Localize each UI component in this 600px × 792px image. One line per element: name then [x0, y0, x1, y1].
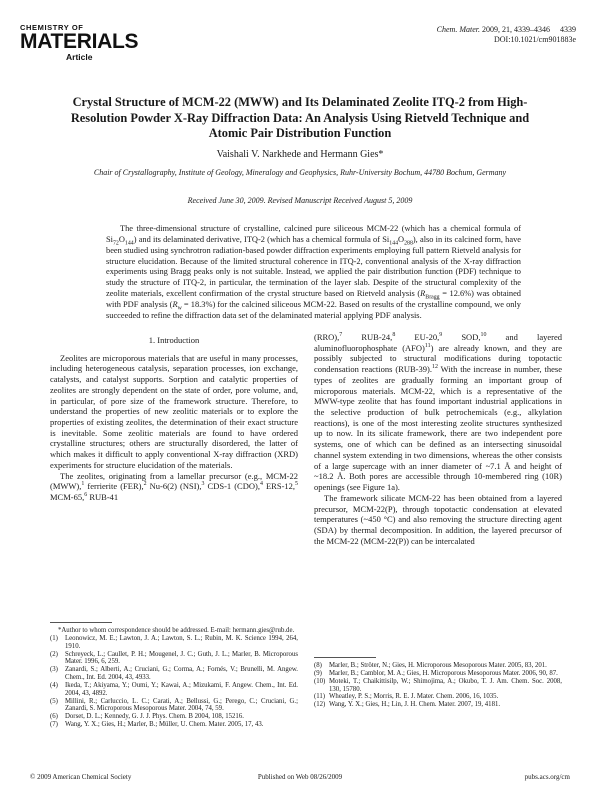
reference-item: (6) Dorset, D. L.; Kennedy, G. J. J. Phys. Chem. B 2004, 108, 15216. [50, 713, 244, 721]
reference-item: (12) Wang, Y. X.; Gies, H.; Lin, J. H. Chem. Mater. 2007, 19, 4181. [314, 701, 501, 709]
right-column [314, 332, 562, 546]
abstract: The three-dimensional structure of crystalline, calcined pure siliceous MCM-22 (which has a chemical formula of $Si_{72}O_{144}$) and its delaminated derivative, ITQ-2 (which has a chemical formula of $Si_{144}O_{288}$), also in its calcined form, have been studied using synchrotron radiation-based powder diffraction experiments employing full pattern Rietveld analysis for structure elucidation. Because of the limited structural coherence in ITQ-2, conventional analysis of the X-ray diffraction experiments using Bragg peaks only is not suitable. Instead, we applied the pair distribution function (PDF) technique to study the structure of ITQ-2, in particular, the termination of the layer slab. Despite of the structural complexity of the zeolite materials, excellent confirmation of the crystal structure based on Rietveld analysis $(R_{Bragg} = 12.6\%)$ was obtained with PDF analysis $(R_w = 18.3\%)$ for the calcined siliceous MCM-22. Based on results of the crystalline compound, we only succeeded to refine the diffraction data set of the delaminated material applying PDF analysis. [106, 224, 521, 320]
citation-header [437, 25, 576, 45]
reference-item: (3) Zanardi, S.; Alberti, A.; Cruciani, G.; Corma, A.; Fornés, V.; Brunelli, M. Angew. Chem., Int. Ed. 2004, 43, 4933. [50, 666, 298, 682]
reference-item: (11) Wheatley, P. S.; Morris, R. E. J. Mater. Chem. 2006, 16, 1035. [314, 693, 499, 701]
reference-item: (1) Leonowicz, M. E.; Lawton, J. A.; Lawton, S. L.; Rubin, M. K. Science 1994, 264, 1910. [50, 634, 298, 650]
reference-item: (8) Marler, B.; Ströter, N.; Gies, H. Microporous Mesoporous Mater. 2005, 83, 201. [314, 662, 547, 669]
article-title: Crystal Structure of MCM-22 (MWW) and Its Delaminated Zeolite ITQ-2 from High-Resolution Powder X-Ray Diffraction Data: An Analysis Using Rietveld Technique and Atomic Pair Distribution Function [70, 95, 530, 141]
logo-top-text: CHEMISTRY OF [20, 23, 84, 32]
logo-sub-text: Article [66, 52, 93, 62]
journal-logo [20, 24, 170, 62]
citation-journal: Chem. Mater. [436, 25, 480, 34]
reference-item: (4) Ikeda, T.; Akiyama, Y.; Oumi, Y.; Kawai, A.; Mizukami, F. Angew. Chem., Int. Ed. 2004, 43, 4892. [50, 681, 298, 697]
reference-item: (9) Marler, B.; Camblor, M. A.; Gies, H. Microporous Mesoporous Mater. 2006, 90, 87. [314, 669, 558, 677]
footer-published: Published on Web 08/26/2009 [257, 773, 343, 781]
intro-paragraph-2: The zeolites, originating from a lamellar precursor (e.g., MCM-22 (MWW),$^1$ ferrierite (FER),$^2$ Nu-6(2) (NSI),$^3$ CDS-1 (CDO),$^4$ ERS-12,$^5$ MCM-65,$^6$ RUB-41 [50, 470, 299, 503]
body-paragraph-1: (RRO),$^7$ RUB-24,$^8$ EU-20,$^9$ SOD,$^{10}$ and layered aluminofluorophosphate (AFO)$^{11}$) are already known, and they are possibly subjected to structural modifications during topotactic condensation reactions (RUB-39).$^{12}$ With the increase in number, these types of zeolites are gradually forming an important group of microporous materials. MCM-22, which is a representative of the MWW-type zeolite that has found important industrial applications in the selective production of bulk petrochemicals (e.g., alkylation reactions), is one of the most interesting zeolite structures synthesized up to now. In its silicate framework, there are two independent pore systems, one of which can be defined as an intersecting sinusoidal channel system extending in two dimensions, whereas the other consists of a large supercage with an inner diameter of ~7.1 Å and height of ~18.2 Å. Both pores are accessible through 10-membered ring (10R) openings (see Figure 1a). [314, 332, 562, 493]
logo-main-text: MATERIALS [20, 30, 139, 53]
article-affiliation: Chair of Crystallography, Institute of Geology, Mineralogy and Geophysics, Ruhr-University Bochum, 44780 Bochum, Germany [93, 168, 507, 177]
doi: DOI:10.1021/cm901883e [494, 35, 576, 44]
footnotes-left [50, 627, 298, 729]
footer-copyright: © 2009 American Chemical Society [30, 773, 132, 781]
received-dates: Received June 30, 2009. Revised Manuscript Received August 5, 2009 [187, 196, 413, 205]
section-heading-introduction: 1. Introduction [148, 335, 200, 345]
footer-site: pubs.acs.org/cm [524, 773, 570, 781]
reference-item: (2) Schreyeck, L.; Caullet, P. H.; Mougenel, J. C.; Guth, J. L.; Marler, B. Microporous Mater. 1996, 6, 259. [50, 650, 298, 666]
citation-details: 2009, 21, 4339–4346 [482, 25, 550, 34]
footnote-rule-right [314, 657, 376, 658]
body-paragraph-2: The framework silicate MCM-22 has been obtained from a layered precursor, MCM-22(P), through topotactic condensation at elevated temperatures (~450 °C) and also removing the structure directing agent (SDA) by thermal decomposition. In addition, the layered precursor of the MCM-22 (MCM-22(P)) can be intercalated [314, 492, 562, 546]
reference-item: (5) Millini, R.; Carluccio, L. C.; Carati, A.; Bellussi, G.; Perego, C.; Cruciani, G.; Zanardi, S. Microporous Mesoporous Mater. 2004, 74, 59. [50, 697, 298, 713]
reference-item: (10) Moteki, T.; Chaikittisilp, W.; Shimojima, A.; Okubo, T. J. Am. Chem. Soc. 2008, 130, 15780. [314, 677, 562, 693]
correspondence-note: *Author to whom correspondence should be addressed. E-mail: hermann.gies@rub.de. [58, 627, 295, 634]
intro-paragraph-1: Zeolites are microporous materials that are useful in many processes, including heterogeneous catalysis, separation processes, ion exchange, catalysts, and catalyst supports. Sorption and catalytic properties of zeolites are strongly dependent on the state of order, pore volume, and, in particular, of pore size of the framework structure. Therefore, to understand the properties of new zeolitic materials or to explore the properties of existing zeolites, the determination of their exact structure is inevitable. Some zeolitic materials are found to have ordered crystalline structures; others are structurally disordered, the latter of which makes it difficult to apply conventional X-ray diffraction (XRD) experiments for structure elucidation of the materials. [50, 352, 298, 470]
footnote-rule-left [50, 622, 112, 623]
reference-item: (7) Wang, Y. X.; Gies, H.; Marler, B.; Müller, U. Chem. Mater. 2005, 17, 43. [50, 721, 264, 729]
article-authors: Vaishali V. Narkhede and Hermann Gies* [216, 149, 384, 160]
left-column [50, 332, 298, 503]
footnotes-right [314, 662, 562, 709]
page-number: 4339 [560, 25, 576, 34]
